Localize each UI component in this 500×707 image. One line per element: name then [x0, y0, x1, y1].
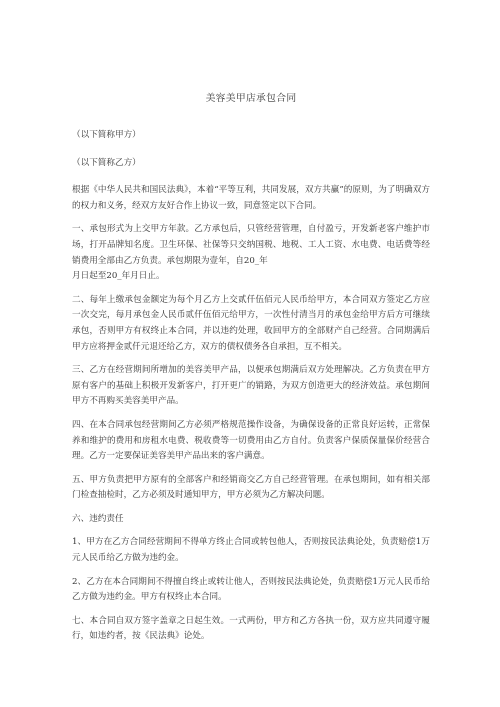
- clause-2-paragraph: 二、每年上缴承包金额定为每个月乙方上交贰仟伍佰元人民币给甲方，本合同双方签定乙方应一次交完，每月承包金人民币贰仟伍佰元给甲方，一次性付清当月的承包金给甲方后方可继续承包，否则甲方有权终止本合同，并以违约处理，收回甲方的全部财产自己经营。合同期满后甲方应将押金贰仟元退还给乙方，双方的债权债务各自承担，互不相关。: [72, 294, 430, 352]
- breach-item-1: 1、甲方在乙方合同经营期间不得单方终止合同或转包他人，否则按民法典论处，负责赔偿1万元人民币给乙方做为违约金。: [72, 537, 430, 564]
- clause-5-paragraph: 五、甲方负责把甲方原有的全部客户和经销商交乙方自己经营管理。在承包期间，如有相关部门检查抽检时，乙方必须及时通知甲方，甲方必须为乙方解决问题。: [72, 474, 430, 501]
- party-a-line: （以下简称甲方）: [72, 130, 141, 140]
- breach-item-2: 2、乙方在本合同期间不得擅自终止或转让他人，否则按民法典论处，负责赔偿1万元人民币给乙方做为违约金。甲方有权终止本合同。: [72, 576, 430, 603]
- party-b-line: （以下简称乙方）: [72, 157, 141, 168]
- clause-7-paragraph: 七、本合同自双方签字盖章之日起生效。一式两份，甲方和乙方各执一份，双方应共同遵守履行，如违约者，按《民法典》论处。: [72, 615, 430, 642]
- clause-1-term-dates: 月日起至20_年月日止。: [72, 271, 165, 282]
- clause-3-paragraph: 三、乙方在经营期间所增加的美容美甲产品，以便承包期满后双方处理解决。乙方负责在甲方原有客户的基础上积极开发新客户，打开更广的销路，为双方创造更大的经济效益。承包期间甲方不再购买美容美甲产品。: [72, 365, 430, 407]
- intro-paragraph: 根据《中华人民共和国民法典》，本着“平等互利，共同发展，双方共赢”的原则，为了明确双方的权力和义务，经双方友好合作上协议一致，同意签定以下合同。: [72, 185, 430, 211]
- document-title: 美容美甲店承包合同: [205, 93, 297, 104]
- clause-1-text: 一、承包形式为上交甲方年款。乙方承包后，只管经营管理，自付盈亏，开发新老客户维护市场，打开品牌知名度。卫生环保、社保等只交纳国税、地税、工人工资、水电费、电话费等经销费用全部由乙方负责。承包期限为壹年，自20_年: [72, 224, 430, 266]
- clause-1-paragraph: [72, 222, 430, 284]
- section-6-heading: 六、违约责任: [72, 513, 124, 524]
- clause-4-paragraph: 四、在本合同承包经营期间乙方必须严格规范操作设备，为确保设备的正常良好运转，正常保养和维护的费用和房租水电费、税收费等一切费用由乙方自付。负责客户保质保量保价经营合理。乙方一定要保证美容美甲产品出来的客户满意。: [72, 419, 430, 462]
